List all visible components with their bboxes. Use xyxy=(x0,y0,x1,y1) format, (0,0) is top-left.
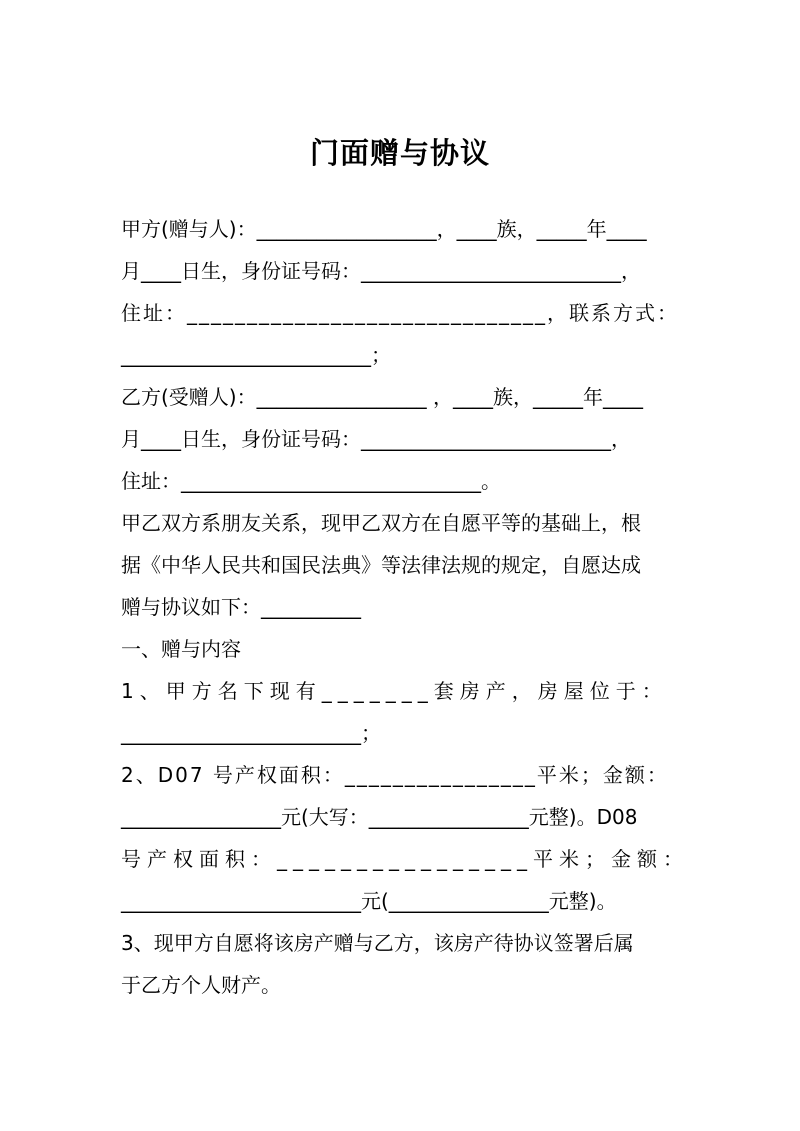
party-a-contact-line: _________________________； xyxy=(121,343,391,367)
preamble-line-2: 据《中华人民共和国民法典》等法律法规的规定，自愿达成 xyxy=(121,553,641,577)
clause-1-line-1: 1、甲方名下现有_______套房产，房屋位于： xyxy=(121,679,668,703)
clause-2-line-4: ________________________元(________________元整)。 xyxy=(121,889,617,913)
clause-3-line-2: 于乙方个人财产。 xyxy=(121,973,281,997)
clause-2-line-2: ________________元(大写：________________元整)。D08 xyxy=(121,805,638,829)
clause-3-line-1: 3、现甲方自愿将该房产赠与乙方，该房产待协议签署后属 xyxy=(121,931,634,955)
preamble-line-1: 甲乙双方系朋友关系，现甲乙双方在自愿平等的基础上，根 xyxy=(121,511,641,535)
clause-2-line-1: 2、D07 号产权面积：________________平米；金额： xyxy=(121,763,669,787)
document-title: 门面赠与协议 xyxy=(309,136,490,170)
clause-1-line-2: ________________________； xyxy=(121,721,381,745)
party-b-line-2: 月____日生，身份证号码：_________________________， xyxy=(121,427,631,451)
section-heading-gift-content: 一、赠与内容 xyxy=(121,637,241,661)
party-a-address-line: 住址：______________________________，联系方式： xyxy=(121,301,679,325)
party-b-address-line: 住址：______________________________。 xyxy=(121,469,501,493)
party-a-line-1: 甲方(赠与人)：__________________，____族，_____年____ xyxy=(121,217,647,241)
party-b-line-1: 乙方(受赠人)：_________________ ，____族，_____年____ xyxy=(121,385,643,409)
preamble-line-3: 赠与协议如下：__________ xyxy=(121,595,361,619)
clause-2-line-3: 号产权面积：________________平米；金额： xyxy=(121,847,689,871)
party-a-line-2: 月____日生，身份证号码：__________________________， xyxy=(121,259,641,283)
